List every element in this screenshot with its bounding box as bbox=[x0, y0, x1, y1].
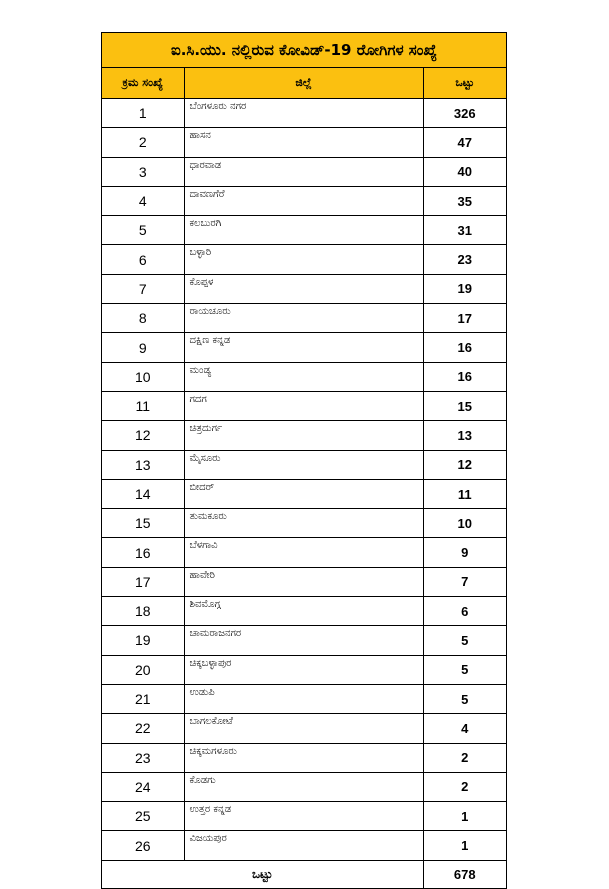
serial-number-cell: 15 bbox=[102, 509, 184, 538]
count-cell: 16 bbox=[423, 333, 506, 362]
table-row bbox=[102, 245, 506, 274]
serial-number-cell: 7 bbox=[102, 274, 184, 303]
table-row bbox=[102, 831, 506, 860]
district-name-cell: ಹಾಸನ bbox=[184, 128, 423, 157]
serial-number-cell: 10 bbox=[102, 362, 184, 391]
table-row bbox=[102, 333, 506, 362]
serial-number-cell: 19 bbox=[102, 626, 184, 655]
count-cell: 16 bbox=[423, 362, 506, 391]
table-row bbox=[102, 216, 506, 245]
count-cell: 326 bbox=[423, 99, 506, 128]
count-cell: 7 bbox=[423, 567, 506, 596]
table-title: ಐ.ಸಿ.ಯು. ನಲ್ಲಿರುವ ಕೋವಿಡ್-19 ರೋಗಿಗಳ ಸಂಖ್ಯೆ bbox=[102, 33, 506, 68]
table-row bbox=[102, 567, 506, 596]
district-name-cell: ಕೊಪ್ಪಳ bbox=[184, 274, 423, 303]
count-cell: 13 bbox=[423, 421, 506, 450]
serial-number-cell: 2 bbox=[102, 128, 184, 157]
table-row bbox=[102, 684, 506, 713]
table-row bbox=[102, 421, 506, 450]
serial-number-cell: 21 bbox=[102, 684, 184, 713]
count-cell: 6 bbox=[423, 597, 506, 626]
table-body bbox=[102, 99, 506, 861]
count-cell: 2 bbox=[423, 772, 506, 801]
count-cell: 9 bbox=[423, 538, 506, 567]
count-cell: 23 bbox=[423, 245, 506, 274]
table-row bbox=[102, 304, 506, 333]
serial-number-cell: 4 bbox=[102, 186, 184, 215]
district-name-cell: ಶಿವಮೊಗ್ಗ bbox=[184, 597, 423, 626]
district-name-cell: ಚಿತ್ರದುರ್ಗ bbox=[184, 421, 423, 450]
district-name-cell: ದಕ್ಷಿಣ ಕನ್ನಡ bbox=[184, 333, 423, 362]
district-name-cell: ಚಾಮರಾಜನಗರ bbox=[184, 626, 423, 655]
serial-number-cell: 20 bbox=[102, 655, 184, 684]
district-name-cell: ಬೆಂಗಳೂರು ನಗರ bbox=[184, 99, 423, 128]
district-name-cell: ಉತ್ತರ ಕನ್ನಡ bbox=[184, 802, 423, 831]
district-name-cell: ಹಾವೇರಿ bbox=[184, 567, 423, 596]
count-cell: 11 bbox=[423, 479, 506, 508]
serial-number-cell: 9 bbox=[102, 333, 184, 362]
count-cell: 15 bbox=[423, 391, 506, 420]
district-name-cell: ಮಂಡ್ಯ bbox=[184, 362, 423, 391]
table-row bbox=[102, 509, 506, 538]
header-row bbox=[102, 68, 506, 99]
count-cell: 1 bbox=[423, 831, 506, 860]
serial-number-cell: 23 bbox=[102, 743, 184, 772]
count-cell: 17 bbox=[423, 304, 506, 333]
serial-number-cell: 24 bbox=[102, 772, 184, 801]
table-row bbox=[102, 655, 506, 684]
serial-number-cell: 12 bbox=[102, 421, 184, 450]
table-row bbox=[102, 597, 506, 626]
district-header: ಜಿಲ್ಲೆ bbox=[184, 68, 423, 99]
serial-number-cell: 25 bbox=[102, 802, 184, 831]
count-cell: 12 bbox=[423, 450, 506, 479]
table-row bbox=[102, 626, 506, 655]
total-header: ಒಟ್ಟು bbox=[423, 68, 506, 99]
count-cell: 10 bbox=[423, 509, 506, 538]
district-name-cell: ಕಲಬುರಗಿ bbox=[184, 216, 423, 245]
table-row bbox=[102, 538, 506, 567]
count-cell: 47 bbox=[423, 128, 506, 157]
serial-number-cell: 18 bbox=[102, 597, 184, 626]
total-label: ಒಟ್ಟು bbox=[102, 860, 423, 888]
table-row bbox=[102, 450, 506, 479]
serial-header: ಕ್ರಮ ಸಂಖ್ಯೆ bbox=[102, 68, 184, 99]
district-name-cell: ಬಾಗಲಕೋಟೆ bbox=[184, 714, 423, 743]
table-row bbox=[102, 391, 506, 420]
serial-number-cell: 5 bbox=[102, 216, 184, 245]
district-name-cell: ಕೊಡಗು bbox=[184, 772, 423, 801]
district-name-cell: ಗದಗ bbox=[184, 391, 423, 420]
table-row bbox=[102, 479, 506, 508]
count-cell: 31 bbox=[423, 216, 506, 245]
count-cell: 35 bbox=[423, 186, 506, 215]
district-name-cell: ಬಳ್ಳಾರಿ bbox=[184, 245, 423, 274]
serial-number-cell: 11 bbox=[102, 391, 184, 420]
serial-number-cell: 8 bbox=[102, 304, 184, 333]
district-name-cell: ರಾಯಚೂರು bbox=[184, 304, 423, 333]
table-row bbox=[102, 99, 506, 128]
table-row bbox=[102, 157, 506, 186]
district-name-cell: ಮೈಸೂರು bbox=[184, 450, 423, 479]
district-name-cell: ಚಿಕ್ಕಬಳ್ಳಾಪುರ bbox=[184, 655, 423, 684]
count-cell: 40 bbox=[423, 157, 506, 186]
count-cell: 19 bbox=[423, 274, 506, 303]
district-table bbox=[102, 68, 506, 888]
district-name-cell: ಧಾರವಾಡ bbox=[184, 157, 423, 186]
serial-number-cell: 17 bbox=[102, 567, 184, 596]
serial-number-cell: 1 bbox=[102, 99, 184, 128]
table-row bbox=[102, 186, 506, 215]
table-row bbox=[102, 362, 506, 391]
table-row bbox=[102, 743, 506, 772]
table-row bbox=[102, 274, 506, 303]
count-cell: 1 bbox=[423, 802, 506, 831]
total-row bbox=[102, 860, 506, 888]
serial-number-cell: 16 bbox=[102, 538, 184, 567]
table-row bbox=[102, 714, 506, 743]
serial-number-cell: 22 bbox=[102, 714, 184, 743]
serial-number-cell: 3 bbox=[102, 157, 184, 186]
count-cell: 2 bbox=[423, 743, 506, 772]
count-cell: 5 bbox=[423, 655, 506, 684]
district-name-cell: ಬೀದರ್ bbox=[184, 479, 423, 508]
district-name-cell: ಉಡುಪಿ bbox=[184, 684, 423, 713]
serial-number-cell: 14 bbox=[102, 479, 184, 508]
district-name-cell: ಚಿಕ್ಕಮಗಳೂರು bbox=[184, 743, 423, 772]
icu-covid-table bbox=[101, 32, 507, 889]
district-name-cell: ದಾವಣಗೆರೆ bbox=[184, 186, 423, 215]
count-cell: 5 bbox=[423, 684, 506, 713]
serial-number-cell: 6 bbox=[102, 245, 184, 274]
table-row bbox=[102, 128, 506, 157]
serial-number-cell: 26 bbox=[102, 831, 184, 860]
table-row bbox=[102, 802, 506, 831]
grand-total: 678 bbox=[423, 860, 506, 888]
serial-number-cell: 13 bbox=[102, 450, 184, 479]
district-name-cell: ತುಮಕೂರು bbox=[184, 509, 423, 538]
table-row bbox=[102, 772, 506, 801]
district-name-cell: ಬೆಳಗಾವಿ bbox=[184, 538, 423, 567]
count-cell: 4 bbox=[423, 714, 506, 743]
count-cell: 5 bbox=[423, 626, 506, 655]
district-name-cell: ವಿಜಯಪುರ bbox=[184, 831, 423, 860]
